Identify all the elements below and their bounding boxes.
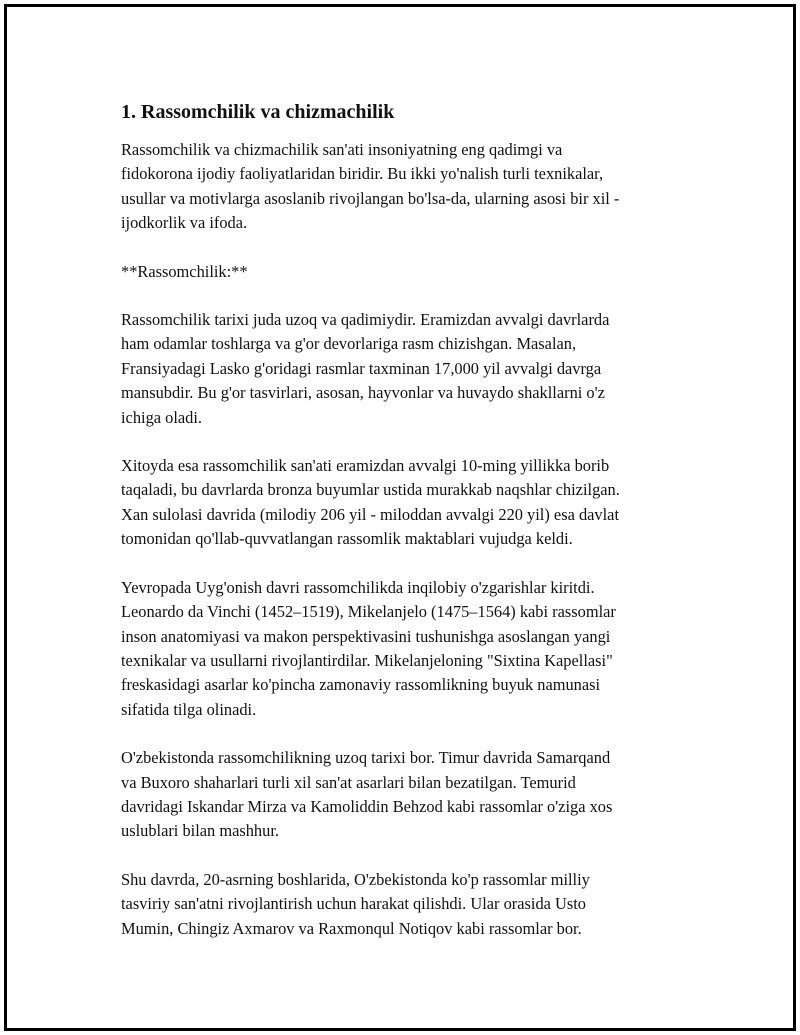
paragraph-history: Rassomchilik tarixi juda uzoq va qadimiydir. Eramizdan avvalgi davrlarda ham odamlar toshlarga va g'or devorlariga rasm chizishgan. Masalan, Fransiyadagi Lasko g'oridagi rasmlar taxminan 17,000 yil avvalgi davrga mansubdir. Bu g'or tasvirlari, asosan, hayvonlar va huvaydo shakllarni o'z ichiga oladi. [121, 310, 610, 427]
paragraph-subheading-rassomchilik: **Rassomchilik:** [121, 261, 248, 281]
page-frame [4, 4, 796, 1031]
section-heading: 1. Rassomchilik va chizmachilik [121, 101, 395, 123]
paragraph-europe: Yevropada Uyg'onish davri rassomchilikda inqilobiy o'zgarishlar kiritdi. Leonardo da Vinchi (1452–1519), Mikelanjelo (1475–1564) kabi rassomlar inson anatomiyasi va makon perspektivasini tushunishga asoslangan yangi texnikalar va usullarni rivojlantirdilar. Mikelanjeloning "Sixtina Kapellasi" freskasidagi asarlar ko'pincha zamonaviy rassomlikning buyuk namunasi sifatida tilga olinadi. [121, 577, 616, 719]
paragraph-china: Xitoyda esa rassomchilik san'ati eramizdan avvalgi 10-ming yillikka borib taqaladi, bu davrlarda bronza buyumlar ustida murakkab naqshlar chizilgan. Xan sulolasi davrida (milodiy 206 yil - miloddan avvalgi 220 yil) esa davlat tomonidan qo'llab-quvvatlangan rassomlik maktablari vujudga keldi. [121, 456, 620, 549]
paragraph-intro: Rassomchilik va chizmachilik san'ati insoniyatning eng qadimgi va fidokorona ijodiy faoliyatlaridan biridir. Bu ikki yo'nalish turli texnikalar, usullar va motivlarga asoslanib rivojlangan bo'lsa-da, ularning asosi bir xil - ijodkorlik va ifoda. [121, 140, 620, 233]
document-body [121, 99, 691, 965]
paragraph-20th-century: Shu davrda, 20-asrning boshlarida, O'zbekistonda ko'p rassomlar milliy tasviriy san'atni rivojlantirish uchun harakat qilishdi. Ular orasida Usto Mumin, Chingiz Axmarov va Raxmonqul Notiqov kabi rassomlar bor. [121, 869, 590, 938]
paragraph-uzbekistan: O'zbekistonda rassomchilikning uzoq tarixi bor. Timur davrida Samarqand va Buxoro shaharlari turli xil san'at asarlari bilan bezatilgan. Temurid davridagi Iskandar Mirza va Kamoliddin Behzod kabi rassomlar o'ziga xos uslublari bilan mashhur. [121, 748, 613, 841]
